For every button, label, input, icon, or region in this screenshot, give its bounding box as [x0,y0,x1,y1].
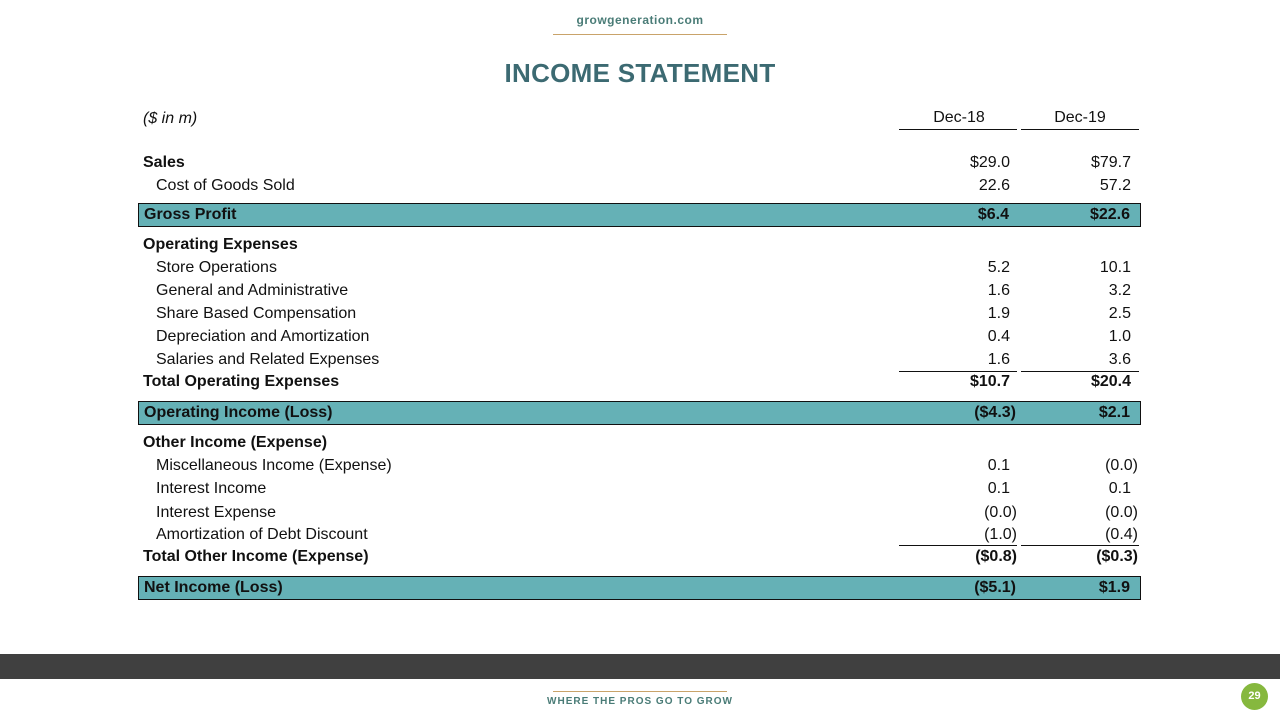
table-row-cogs [138,175,1141,197]
table-row-total-other-income [138,546,1141,568]
table-row [138,349,1141,371]
site-url: growgeneration.com [576,13,704,27]
value-dec-18: 0.1 [987,457,1010,474]
value-dec-19: $20.4 [1090,373,1131,390]
value-dec-18: $10.7 [969,373,1010,390]
value-dec-19: 57.2 [1099,177,1131,194]
value-dec-18: ($4.3) [974,404,1016,421]
value-dec-18: 22.6 [978,177,1010,194]
value-dec-18: ($5.1) [974,579,1016,596]
value-dec-19: 0.1 [1108,480,1131,497]
row-label: Store Operations [156,259,277,276]
table-row [138,257,1141,279]
table-row [138,455,1141,477]
value-dec-18: $29.0 [969,154,1010,171]
footer-tagline: WHERE THE PROS GO TO GROW [547,696,733,707]
table-row-operating-income [138,401,1141,425]
value-dec-19: (0.0) [1105,457,1138,474]
value-dec-18: 1.9 [987,305,1010,322]
column-header-dec-18: Dec-18 [933,109,985,126]
table-row-total-operating-expenses [138,371,1141,393]
column-header-underline [899,129,1017,130]
value-dec-19: 3.2 [1108,282,1131,299]
value-dec-19: $1.9 [1098,579,1130,596]
value-dec-18: 1.6 [987,282,1010,299]
row-label: Interest Expense [156,504,277,521]
table-row [138,326,1141,348]
row-label: Depreciation and Amortization [156,328,370,345]
row-label: Operating Income (Loss) [144,404,333,421]
section-label: Operating Expenses [143,236,298,253]
footer-bar [0,654,1280,679]
value-dec-18: 1.6 [987,351,1010,368]
section-header-other-income [138,432,1141,454]
row-label: Gross Profit [144,206,237,223]
table-row [138,303,1141,325]
value-dec-19: 2.5 [1108,305,1131,322]
table-row-gross-profit [138,203,1141,227]
column-header-underline [1021,129,1139,130]
row-label: Interest Income [156,480,267,497]
value-dec-19: 3.6 [1108,351,1131,368]
row-label: Amortization of Debt Discount [156,526,368,543]
value-dec-18: 0.4 [987,328,1010,345]
value-dec-18: (0.0) [984,504,1017,521]
value-dec-19: ($0.3) [1096,548,1138,565]
row-label: Net Income (Loss) [144,579,283,596]
value-dec-18: 5.2 [987,259,1010,276]
section-header-operating-expenses [138,234,1141,256]
footer-divider [553,691,727,692]
value-dec-18: $6.4 [977,206,1009,223]
units-label: ($ in m) [143,110,198,127]
row-label: Cost of Goods Sold [156,177,295,194]
header-divider [553,34,727,35]
row-label: Sales [143,154,185,171]
value-dec-19: 10.1 [1099,259,1131,276]
table-row [138,478,1141,500]
row-label: Total Operating Expenses [143,373,340,390]
value-dec-19: $22.6 [1089,206,1130,223]
value-dec-18: (1.0) [984,526,1017,543]
value-dec-19: 1.0 [1108,328,1131,345]
value-dec-18: 0.1 [987,480,1010,497]
row-label: Miscellaneous Income (Expense) [156,457,392,474]
page-number-badge: 29 [1241,683,1268,710]
value-dec-19: $2.1 [1098,404,1130,421]
section-label: Other Income (Expense) [143,434,328,451]
table-row [138,280,1141,302]
value-dec-19: (0.4) [1105,526,1138,543]
row-label: Salaries and Related Expenses [156,351,380,368]
table-row [138,524,1141,546]
row-label: Share Based Compensation [156,305,357,322]
column-header-dec-19: Dec-19 [1054,109,1106,126]
value-dec-18: ($0.8) [975,548,1017,565]
table-row-sales [138,152,1141,174]
row-label: General and Administrative [156,282,349,299]
table-row-net-income [138,576,1141,600]
value-dec-19: $79.7 [1090,154,1131,171]
row-label: Total Other Income (Expense) [143,548,369,565]
table-row [138,502,1141,524]
page-title: INCOME STATEMENT [504,58,776,88]
value-dec-19: (0.0) [1105,504,1138,521]
